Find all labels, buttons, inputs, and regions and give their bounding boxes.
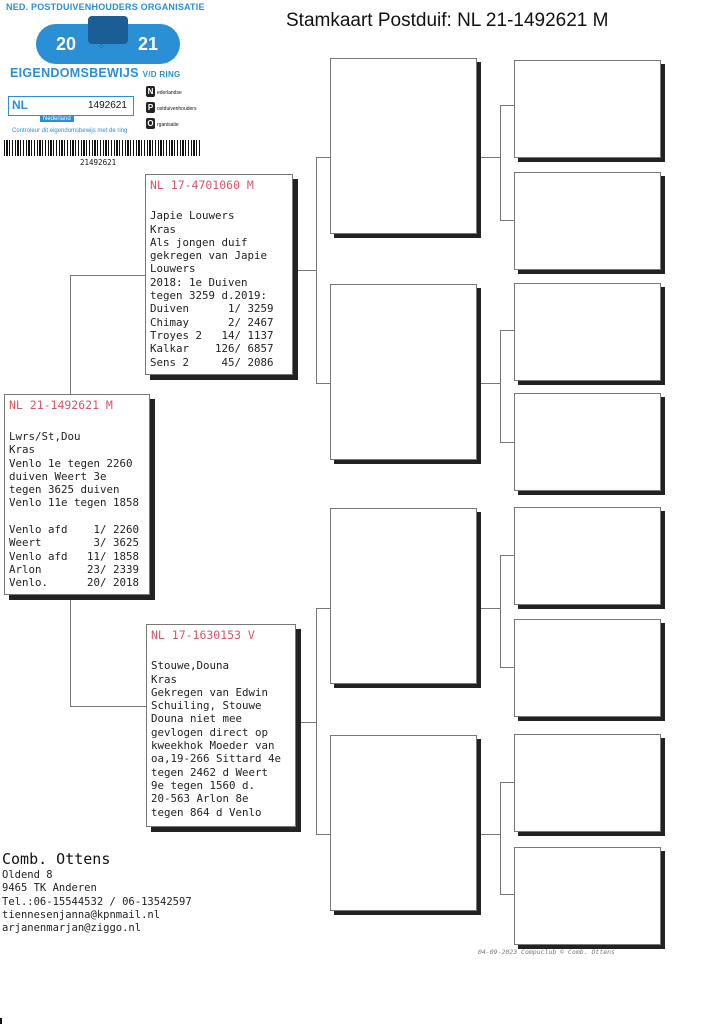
connector-line	[500, 105, 514, 106]
connector-line	[476, 608, 500, 609]
connector-line	[316, 383, 330, 384]
connector-line	[294, 722, 316, 723]
owner-email[interactable]: arjanenmarjan@ziggo.nl	[2, 922, 142, 935]
connector-line	[500, 555, 501, 667]
dots-icon: ⁘	[98, 42, 105, 51]
connector-line	[70, 275, 146, 276]
page-corner-mark	[0, 1018, 2, 1024]
connector-line	[316, 157, 317, 383]
grandparent-card-empty[interactable]	[330, 58, 477, 234]
connector-line	[316, 608, 330, 609]
connector-line	[316, 157, 330, 158]
owner-city: 9465 TK Anderen	[2, 882, 97, 895]
connector-line	[500, 105, 501, 220]
great-grandparent-card-empty[interactable]	[514, 172, 661, 270]
connector-line	[476, 157, 500, 158]
connector-line	[316, 608, 317, 834]
connector-line	[500, 330, 514, 331]
subject-ring: NL 21-1492621 M	[9, 398, 113, 412]
connector-line	[500, 442, 514, 443]
crest-icon	[88, 16, 128, 44]
certificate-year-left: 20	[56, 34, 77, 54]
great-grandparent-card-empty[interactable]	[514, 734, 661, 832]
connector-line	[500, 894, 514, 895]
npo-logo-text: rganisatie	[157, 122, 179, 128]
npo-logo-letter: P	[147, 103, 154, 112]
barcode	[4, 140, 200, 156]
owner-address: Oldend 8	[2, 869, 53, 881]
owner-block	[2, 850, 192, 935]
connector-line	[500, 220, 514, 221]
certificate-heading-suffix: V/D RING	[142, 70, 181, 79]
owner-email[interactable]: tiennesenjanna@kpnmail.nl	[2, 908, 161, 921]
great-grandparent-card-empty[interactable]	[514, 60, 661, 158]
father-ring: NL 17-4701060 M	[150, 178, 254, 192]
certificate-ring-number: 1492621	[88, 100, 127, 111]
connector-line	[70, 598, 71, 706]
npo-logo	[146, 86, 202, 134]
subject-details: Lwrs/St,Dou Kras Venlo 1e tegen 2260 duiven Weert 3e tegen 3625 duiven Venlo 11e tegen 1858 Venlo afd 1/ 2260 Weert 3/ 3625 Venlo afd 11/ 1858 Arlon 23/ 2339 Venlo. 20/ 2018	[9, 430, 140, 590]
certificate-org: NED. POSTDUIVENHOUDERS ORGANISATIE	[6, 2, 205, 12]
great-grandparent-card-empty[interactable]	[514, 283, 661, 381]
connector-line	[476, 834, 500, 835]
connector-line	[476, 383, 500, 384]
grandparent-card-empty[interactable]	[330, 508, 477, 684]
owner-name: Comb. Ottens	[2, 850, 111, 868]
npo-logo-text: ostduivenhouders	[157, 106, 197, 112]
grandparent-card-empty[interactable]	[330, 284, 477, 460]
certificate-control-note: Controleur dit eigendomsbewijs met de ring	[12, 128, 128, 134]
npo-logo-line	[146, 118, 202, 134]
connector-line	[500, 782, 514, 783]
father-pigeon-card[interactable]	[145, 174, 293, 375]
certificate-nederland-label: Nederland	[40, 116, 74, 122]
npo-logo-line	[146, 102, 202, 118]
certificate-country: NL	[12, 98, 28, 112]
npo-logo-letter: N	[147, 87, 154, 96]
great-grandparent-card-empty[interactable]	[514, 393, 661, 491]
page-title: Stamkaart Postduif: NL 21-1492621 M	[286, 10, 609, 31]
connector-line	[70, 275, 71, 395]
mother-ring: NL 17-1630153 V	[151, 628, 255, 642]
owner-phone: Tel.:06-15544532 / 06-13542597	[2, 895, 192, 908]
mother-details: Stouwe,Douna Kras Gekregen van Edwin Schuiling, Stouwe Douna niet mee gevlogen direct op kweekhok Moeder van oa,19-266 Sittard 4e tegen 2462 d Weert 9e tegen 1560 d. 20-563 Arlon 8e tegen 864 d Venlo	[151, 659, 282, 819]
npo-logo-line	[146, 86, 202, 102]
connector-line	[500, 667, 514, 668]
subject-pigeon-card[interactable]	[4, 394, 150, 595]
grandparent-card-empty[interactable]	[330, 735, 477, 911]
connector-line	[500, 555, 514, 556]
certificate-heading-main: EIGENDOMSBEWIJS	[10, 66, 139, 80]
mother-pigeon-card[interactable]	[146, 624, 296, 827]
connector-line	[316, 834, 330, 835]
barcode-number: 21492621	[80, 158, 117, 167]
footer-credit: 04-09-2023 Compuclub © Comb. Ottens	[478, 948, 615, 956]
npo-logo-text: ederlandse	[157, 90, 182, 96]
npo-logo-letter: O	[147, 119, 154, 128]
connector-line	[500, 782, 501, 894]
father-details: Japie Louwers Kras Als jongen duif gekregen van Japie Louwers 2018: 1e Duiven tegen 3259 d.2019: Duiven 1/ 3259 Chimay 2/ 2467 Troyes 2 14/ 1137 Kalkar 126/ 6857 Sens 2 45/ 2086	[150, 209, 274, 369]
great-grandparent-card-empty[interactable]	[514, 619, 661, 717]
connector-line	[70, 706, 146, 707]
great-grandparent-card-empty[interactable]	[514, 847, 661, 945]
great-grandparent-card-empty[interactable]	[514, 507, 661, 605]
certificate-heading	[10, 66, 181, 80]
certificate-year-right: 21	[138, 34, 159, 54]
connector-line	[500, 330, 501, 442]
connector-line	[292, 270, 316, 271]
